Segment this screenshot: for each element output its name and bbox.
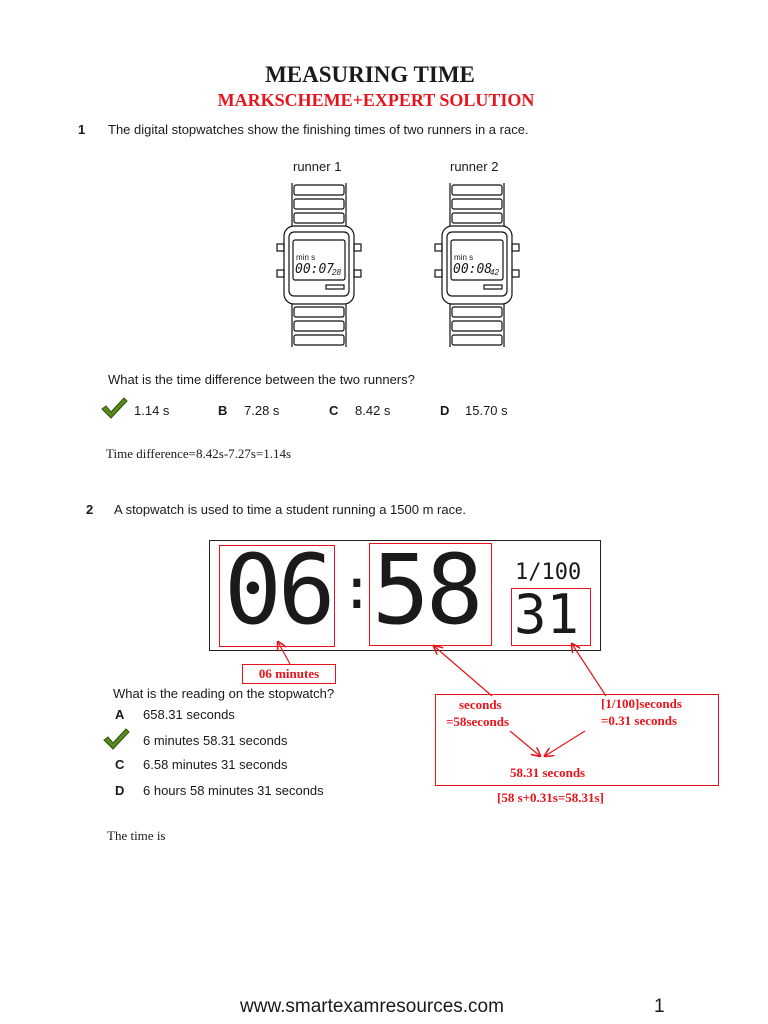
- q2-option-c-letter: C: [115, 757, 125, 772]
- runner-1-display: 00:07: [295, 262, 335, 277]
- seconds-to-total-arrow: [510, 731, 540, 756]
- runner-2-hundredths: 42: [490, 268, 499, 277]
- minutes-arrow: [278, 642, 290, 664]
- footer-url: www.smartexamresources.com: [240, 996, 504, 1017]
- runner-2-display: 00:08: [453, 262, 493, 277]
- q2-solution: The time is: [107, 828, 166, 843]
- question-1-prompt: What is the time difference between the two runners?: [108, 372, 415, 387]
- q2-option-c-text[interactable]: 6.58 minutes 31 seconds: [143, 757, 288, 772]
- runner-1-label: runner 1: [293, 159, 342, 174]
- stopwatch-hundredths: 31: [514, 583, 580, 646]
- minutes-annotation: 06 minutes: [242, 664, 336, 684]
- q2-option-a-letter: A: [115, 707, 125, 722]
- question-2-number: 2: [86, 502, 94, 517]
- seconds-arrow: [434, 646, 492, 696]
- q2-option-d-letter: D: [115, 783, 125, 798]
- hundredths-arrow: [572, 644, 606, 696]
- total-annotation: 58.31 seconds: [510, 765, 586, 780]
- stopwatch-seconds: 58: [372, 534, 480, 646]
- q1-option-a-text[interactable]: 1.14 s: [134, 403, 170, 418]
- hundredths-annotation-line1: [1/100]seconds: [601, 696, 682, 711]
- question-1-number: 1: [78, 122, 86, 137]
- question-1-text: The digital stopwatches show the finishing times of two runners in a race.: [108, 122, 529, 137]
- q2-option-a-text[interactable]: 658.31 seconds: [143, 707, 235, 722]
- runner-2-label: runner 2: [450, 159, 499, 174]
- hundredths-annotation-line2: =0.31 seconds: [601, 713, 678, 728]
- page-number: 1: [654, 996, 665, 1017]
- hundredths-to-total-arrow: [545, 731, 585, 756]
- q1-option-b-letter: B: [218, 403, 228, 418]
- runner-1-hundredths: 28: [332, 268, 341, 277]
- correct-check-icon: [102, 727, 130, 751]
- stopwatch-hundredths-label: 1/100: [515, 560, 582, 585]
- stopwatch-colon: :: [340, 557, 374, 622]
- question-2-text: A stopwatch is used to time a student running a 1500 m race.: [114, 502, 466, 517]
- q1-option-d-text[interactable]: 15.70 s: [465, 403, 508, 418]
- q1-solution: Time difference=8.42s-7.27s=1.14s: [106, 446, 292, 461]
- question-2-prompt: What is the reading on the stopwatch?: [113, 686, 335, 701]
- runner-1-unit-labels: min s: [296, 253, 316, 262]
- q2-option-b-text[interactable]: 6 minutes 58.31 seconds: [143, 733, 288, 748]
- q1-option-c-text[interactable]: 8.42 s: [355, 403, 391, 418]
- stopwatch-minutes: 06: [224, 534, 332, 646]
- page-title: MEASURING TIME: [265, 62, 475, 87]
- q1-option-c-letter: C: [329, 403, 339, 418]
- seconds-annotation-line2: =58seconds: [446, 714, 510, 729]
- q2-option-d-text[interactable]: 6 hours 58 minutes 31 seconds: [143, 783, 324, 798]
- page-subtitle: MARKSCHEME+EXPERT SOLUTION: [217, 90, 535, 110]
- sum-annotation: [58 s+0.31s=58.31s]: [497, 790, 604, 805]
- seconds-annotation-line1: seconds: [459, 697, 502, 712]
- q1-option-d-letter: D: [440, 403, 450, 418]
- q1-option-b-text[interactable]: 7.28 s: [244, 403, 280, 418]
- runner-2-unit-labels: min s: [454, 253, 474, 262]
